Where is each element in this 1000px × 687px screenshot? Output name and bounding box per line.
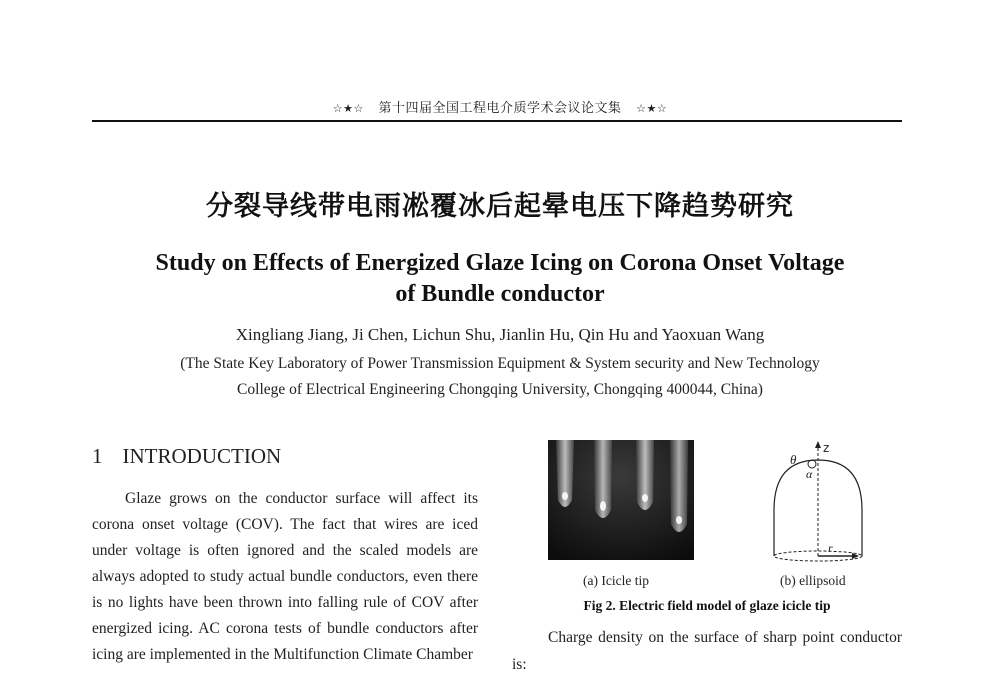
affiliation-line2: College of Electrical Engineering Chongqing University, Chongqing 400044, China) xyxy=(237,381,763,398)
title-english xyxy=(60,248,940,310)
header-stars-left: ☆★☆ xyxy=(332,102,364,115)
title-chinese: 分裂导线带电雨凇覆冰后起晕电压下降趋势研究 xyxy=(206,191,794,222)
icicle-photo-drawing xyxy=(548,440,694,560)
theta-label: θ xyxy=(790,452,797,467)
icicle-photo xyxy=(548,440,694,560)
ellipsoid-diagram xyxy=(766,440,866,564)
figure-caption: Fig 2. Electric field model of glaze icicle tip xyxy=(583,598,831,613)
caption-ellipsoid: (b) ellipsoid xyxy=(780,573,846,588)
z-arrow xyxy=(815,441,821,448)
charge-density-paragraph: Charge density on the surface of sharp point conductor is: xyxy=(512,629,902,673)
section-heading xyxy=(92,444,281,469)
body-left-column xyxy=(92,486,478,668)
authors: Xingliang Jiang, Ji Chen, Lichun Shu, Jianlin Hu, Qin Hu and Yaoxuan Wang xyxy=(235,325,765,344)
header-rule xyxy=(92,120,902,122)
title-english-line2: of Bundle conductor xyxy=(395,281,605,307)
section-number: 1 xyxy=(92,444,103,468)
affiliation-line1: (The State Key Laboratory of Power Transmission Equipment & System security and New Technology xyxy=(180,355,820,372)
ellipsoid-drawing xyxy=(766,440,866,564)
title-english-line1: Study on Effects of Energized Glaze Icing on Corona Onset Voltage xyxy=(155,250,845,276)
r-label: r xyxy=(828,541,833,555)
body-right-column xyxy=(512,624,902,678)
section-title: INTRODUCTION xyxy=(122,444,282,468)
alpha-label: α xyxy=(806,467,813,481)
z-label: z xyxy=(823,441,830,455)
running-header xyxy=(0,97,1000,116)
intro-paragraph: Glaze grows on the conductor surface will affect its corona onset voltage (COV). The fact that wires are iced under voltage is often ignored and the scaled models are always adopted to study actual bundle conductors, even there is no lights have been thrown into falling rule of COV after energized icing. AC corona tests of bundle conductors after icing are implemented in the Multifunction Climate Chamber xyxy=(92,490,478,663)
header-text: 第十四届全国工程电介质学术会议论文集 xyxy=(378,101,622,116)
r-arrow xyxy=(852,553,859,559)
caption-icicle-tip: (a) Icicle tip xyxy=(583,573,649,588)
header-stars-right: ☆★☆ xyxy=(636,102,668,115)
